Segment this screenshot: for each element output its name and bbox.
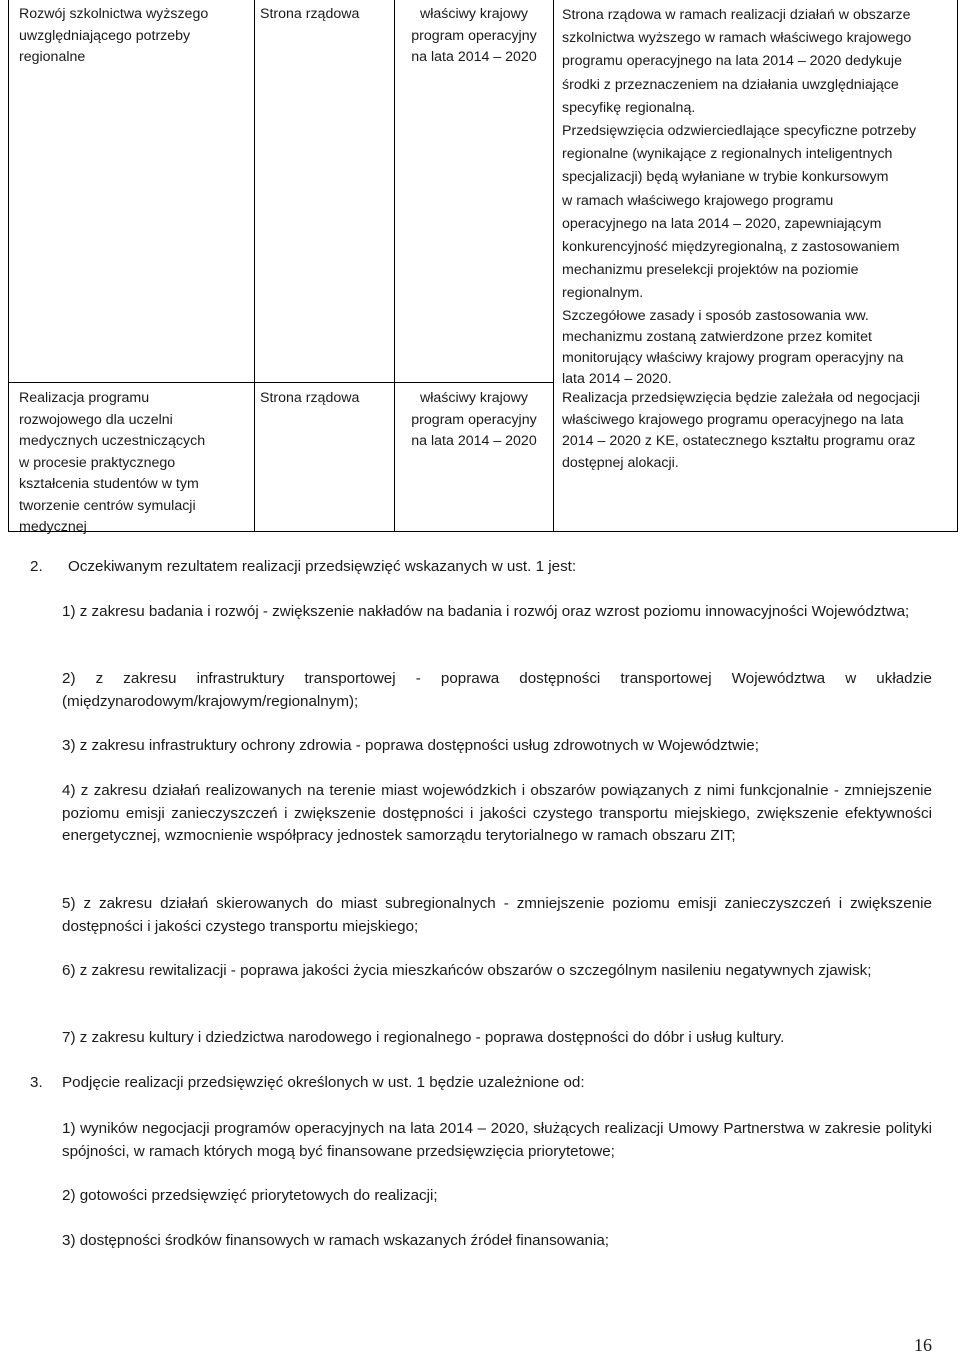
list-item: 6) z zakresu rewitalizacji - poprawa jakości życia mieszkańców obszarów o szczególnym nasileniu negatywnych zjawisk; [62, 962, 872, 979]
table-row-divider [9, 382, 554, 383]
list-item: 4) z zakresu działań realizowanych na terenie miast wojewódzkich i obszarów powiązanych z nimi funkcjonalnie - zmniejszenie poziomu emisji zanieczyszczeń i zwiększenie dostępności i jakości czystego transportu miejskiego, zwiększenie efektywności energetycznej, wzmocnienie współpracy jednostek samorządu terytorialnego w ramach obszaru ZIT; [62, 782, 932, 844]
table-cell-project-name: Realizacja programu rozwojowego dla uczelni medycznych uczestniczących w procesie praktycznego kształcenia studentów w tym tworzenie centrów symulacji medycznej [19, 390, 206, 535]
list-item: 2) gotowości przedsięwzięć priorytetowych do realizacji; [62, 1187, 438, 1204]
table-column-divider [553, 0, 554, 531]
section-heading: Oczekiwanym rezultatem realizacji przedsięwzięć wskazanych w ust. 1 jest: [68, 558, 577, 575]
table-cell-notes: Strona rządowa w ramach realizacji działań w obszarze szkolnictwa wyższego w ramach właściwego krajowego programu operacyjnego na lata 2014 – 2020 dedykuje środki z przeznaczeniem na działania uwzględniające specyfikę regionalną. Przedsięwzięcia odzwierciedlające specyficzne potrzeby regionalne (wynikające z regionalnych inteligentnych specjalizacji) będą wyłaniane w trybie konkursowym w ramach właściwego krajowego programu operacyjnego na lata 2014 – 2020, zapewniającym konkurencyjność międzyregionalną, z zastosowaniem mechanizmu preselekcji projektów na poziomie regionalnym. Szczegółowe zasady i sposób zastosowania ww. mechanizmu zostaną zatwierdzone przez komitet monitorujący właściwy krajowy program operacyjny na lata 2014 – 2020. [562, 7, 917, 387]
table-cell-notes: Realizacja przedsięwzięcia będzie zależała od negocjacji właściwego krajowego programu operacyjnego na lata 2014 – 2020 z KE, ostatecznego kształtu programu oraz dostępnej alokacji. [562, 390, 921, 471]
list-item: 2) z zakresu infrastruktury transportowej - poprawa dostępności transportowej Województwa w układzie (międzynarodowym/krajowym/regionalnym); [62, 670, 932, 710]
list-item: 7) z zakresu kultury i dziedzictwa narodowego i regionalnego - poprawa dostępności do dóbr i usług kultury. [62, 1029, 785, 1046]
table-cell-responsible-party: Strona rządowa [260, 6, 360, 22]
section-number: 3. [30, 1074, 43, 1091]
list-item: 3) z zakresu infrastruktury ochrony zdrowia - poprawa dostępności usług zdrowotnych w Województwie; [62, 737, 759, 754]
table-column-divider [394, 0, 395, 531]
table-cell-funding-source: właściwy krajowy program operacyjny na lata 2014 – 2020 [411, 390, 537, 449]
table-cell-responsible-party: Strona rządowa [260, 390, 360, 406]
priority-projects-table [8, 0, 958, 535]
table-column-divider [254, 0, 255, 531]
table-cell-funding-source: właściwy krajowy program operacyjny na lata 2014 – 2020 [411, 6, 537, 65]
section-heading: Podjęcie realizacji przedsięwzięć określonych w ust. 1 będzie uzależnione od: [62, 1074, 585, 1091]
list-item: 5) z zakresu działań skierowanych do miast subregionalnych - zmniejszenie poziomu emisji zanieczyszczeń i zwiększenie dostępności i jakości czystego transportu miejskiego; [62, 895, 932, 935]
list-item: 3) dostępności środków finansowych w ramach wskazanych źródeł finansowania; [62, 1232, 610, 1249]
list-item: 1) z zakresu badania i rozwój - zwiększenie nakładów na badania i rozwój oraz wzrost poziomu innowacyjności Województwa; [62, 603, 910, 620]
list-item: 1) wyników negocjacji programów operacyjnych na lata 2014 – 2020, służących realizacji Umowy Partnerstwa w zakresie polityki spójności, w ramach których mogą być finansowane przedsięwzięcia priorytetowe; [62, 1120, 932, 1160]
table-cell-project-name: Rozwój szkolnictwa wyższego uwzględniającego potrzeby regionalne [19, 6, 209, 65]
section-number: 2. [30, 558, 43, 575]
page-number: 16 [914, 1335, 932, 1355]
